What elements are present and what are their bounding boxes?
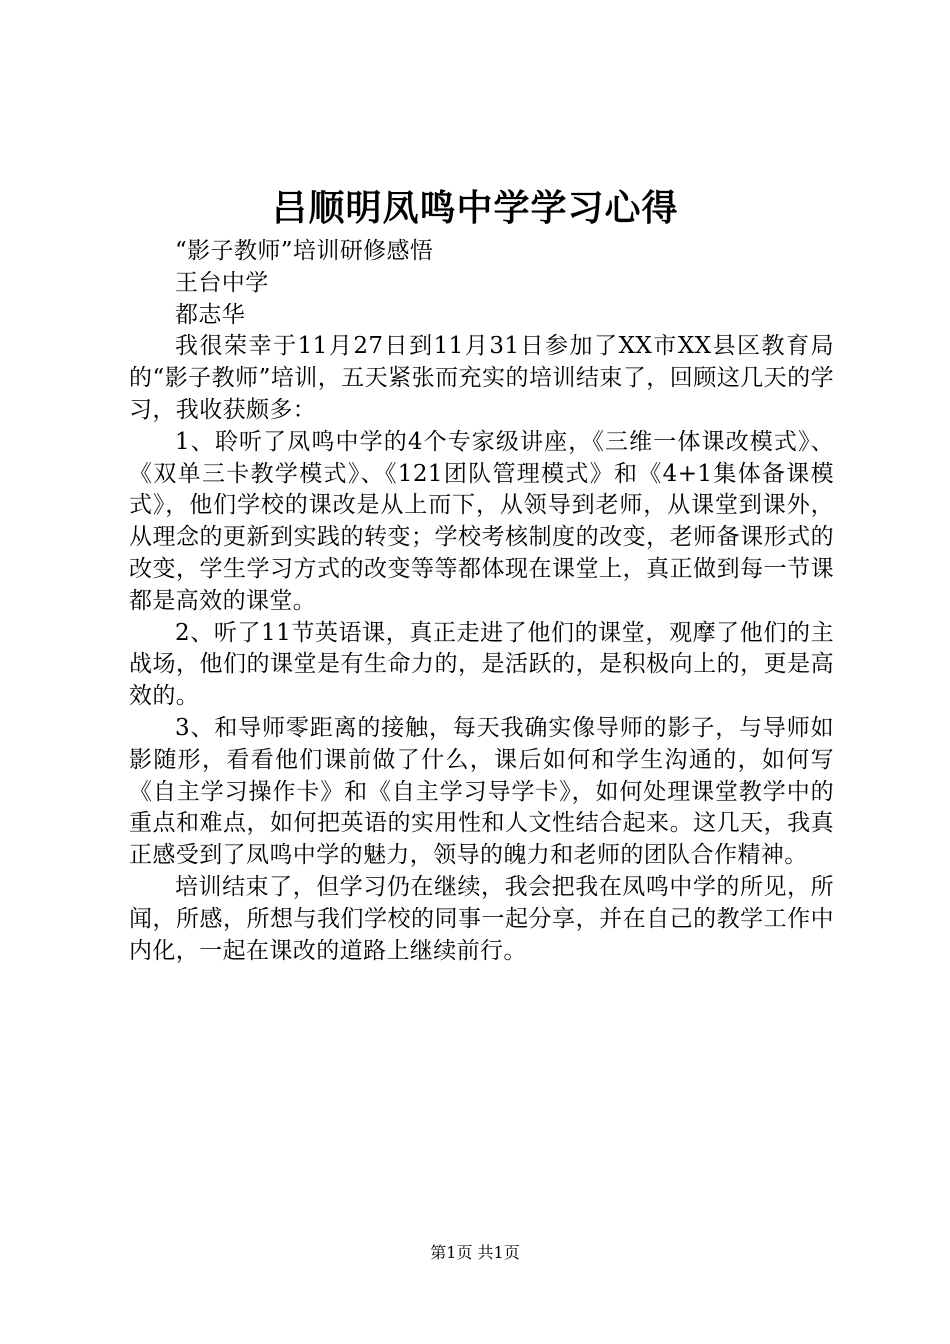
conclusion-paragraph: 培训结束了，但学习仍在继续，我会把我在凤鸣中学的所见，所闻，所感，所想与我们学校的同事一起分享，并在自己的教学工作中内化，一起在课改的道路上继续前行。 xyxy=(129,873,834,964)
point-two-paragraph: 2、听了11节英语课，真正走进了他们的课堂，观摩了他们的主战场，他们的课堂是有生命力的，是活跃的，是积极向上的，更是高效的。 xyxy=(129,619,834,710)
page-number-footer: 第1页 共1页 xyxy=(430,1243,520,1262)
school-name-paragraph: 王台中学 xyxy=(175,269,269,296)
subtitle-paragraph: “影子教师”培训研修感悟 xyxy=(175,238,434,264)
intro-paragraph: 我很荣幸于11月27日到11月31日参加了XX市XX县区教育局的“影子教师”培训，五天紧张而充实的培训结束了，回顾这几天的学习，我收获颇多： xyxy=(129,333,834,423)
document-title: 吕顺明凤鸣中学学习心得 xyxy=(271,187,679,229)
author-name-paragraph: 都志华 xyxy=(175,301,246,328)
document-body xyxy=(129,236,834,967)
point-one-paragraph: 1、聆听了凤鸣中学的4个专家级讲座，《三维一体课改模式》、《双单三卡教学模式》、《121团队管理模式》和《4+1集体备课模式》，他们学校的课改是从上而下，从领导到老师，从课堂到课外，从理念的更新到实践的转变；学校考核制度的改变，老师备课形式的改变，学生学习方式的改变等等都体现在课堂上，真正做到每一节课都是高效的课堂。 xyxy=(129,428,834,614)
point-three-paragraph: 3、和导师零距离的接触，每天我确实像导师的影子，与导师如影随形，看看他们课前做了什么，课后如何和学生沟通的，如何写《自主学习操作卡》和《自主学习导学卡》，如何处理课堂教学中的重点和难点，如何把英语的实用性和人文性结合起来。这几天，我真正感受到了凤鸣中学的魅力，领导的魄力和老师的团队合作精神。 xyxy=(129,714,834,869)
